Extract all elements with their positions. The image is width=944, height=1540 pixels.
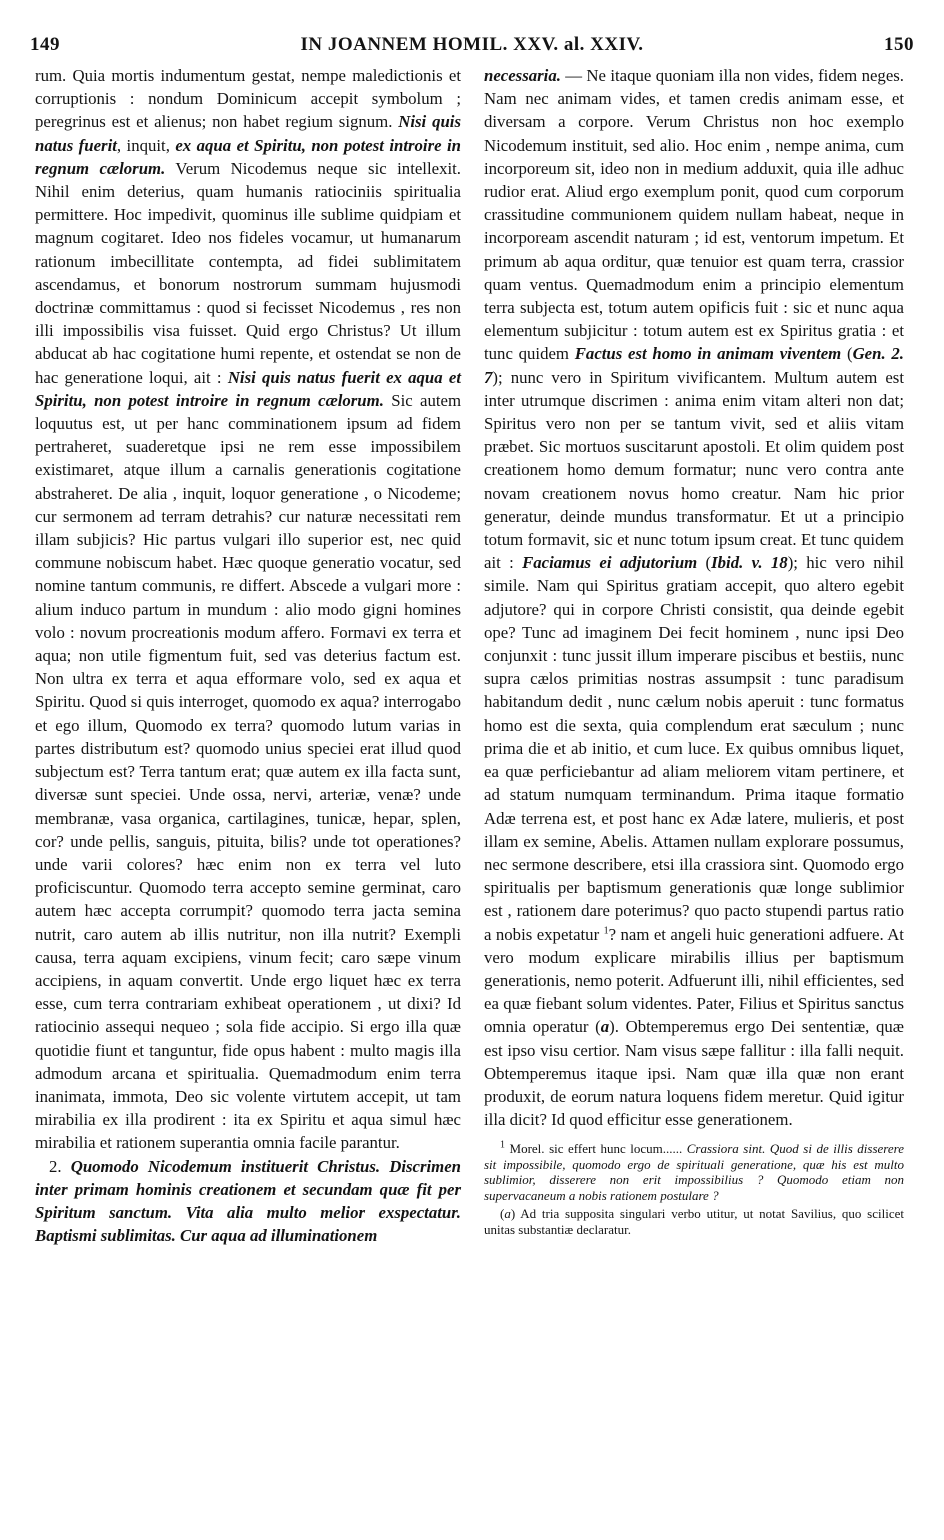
- running-head: [30, 34, 914, 64]
- footnote-a: (a) Ad tria supposita singulari verbo utitur, ut notat Savilius, quo scilicet unitas substantiæ declaratur.: [484, 1206, 904, 1237]
- page-number-left: 149: [30, 34, 60, 55]
- italic-run: a: [600, 1017, 610, 1037]
- italic-run: necessaria.: [484, 66, 561, 85]
- footnotes: [484, 1141, 904, 1237]
- running-title: IN JOANNEM HOMIL. XXV. al. XXIV.: [300, 34, 644, 55]
- footnote-ref: 1: [500, 1140, 505, 1152]
- italic-run: Faciamus ei adjutorium: [522, 553, 698, 573]
- italic-run: Gen. 2. 7: [484, 344, 904, 387]
- italic-run: ex aqua et Spiritu, non potest introire in regnum cælorum.: [35, 135, 462, 178]
- italic-run: Nisi quis natus fuerit: [35, 112, 461, 155]
- left-column: [35, 64, 461, 1247]
- italic-run: Nisi quis natus fuerit ex aqua et Spiritu, non potest introire in regnum cælorum.: [35, 367, 461, 410]
- footnote-1: $^1$ Morel. sic effert hunc locum...... Crassiora sint. Quod si de illis disserere sit impossibile, quomodo ergo de spirituali generatione, quæ his est multo sublimior, disserere non erit impossibilius ? Quomodo etiam non supervacaneum a nobis rationem postulare ?: [484, 1140, 904, 1203]
- italic-run: Ibid. v. 18: [711, 553, 788, 573]
- footnote-ref: 1: [603, 924, 609, 936]
- italic-run: Factus est homo in animam viventem: [574, 344, 842, 364]
- italic-run: Quomodo Nicodemum instituerit Christus. Discrimen inter primam hominis creationem et secundam quæ fit per Spiritum sanctum. Vita alia multo melior exspectatur. Baptismi sublimitas. Cur aqua ad illuminationem: [35, 1156, 462, 1246]
- right-column: [484, 64, 904, 1240]
- right-paragraph-1: necessaria. — Ne itaque quoniam illa non vides, fidem neges. Nam nec animam vides, et tamen credis animam esse, et diversam a corpore. Verum Christus non hoc exemplo Nicodemum instituit, sed alio. Hoc enim , nempe anima, cum incorporeum sit, ideo non in medium adduxit, quia ille adhuc rudior erat. Aliud ergo exemplum ponit, quod cum corporum crassitudine communionem quidem nullam habeat, neque in incorpoream ascendit naturam ; id est, ventorum impetum. Et primum ab aqua orditur, quæ tenuior est quam terra, crassior quam ventus. Quemadmodum enim a principio elementum terra subjecta est, totum autem opificis fuit : sic et nunc aqua elementum subjicitur : totum autem est ex Spiritus gratia : et tunc quidem Factus est homo in animam viventem (Gen. 2. 7); nunc vero in Spiritum vivificantem. Multum autem est inter utrumque discrimen : anima enim vitam alteri non dat; Spiritus vero non per se tantum vivit, sed et aliis vitam præbet. Sic mortuos suscitarunt apostoli. Et olim quidem post creationem homo demum formatur; nunc vero contra ante novam creationem novus homo creatur. Nam hic prior generatur, deinde mundus transformatur. Et ut a principio totum formavit, sic et nunc totum ipsum creat. Et tunc quidem ait : Faciamus ei adjutorium (Ibid. v. 18); hic vero nihil simile. Nam qui Spiritus gratiam accepit, quo altero egebit adjutore? qui in corpore Christi consistit, qua deinde egebit ope? Tunc ad imaginem Dei fecit hominem , nunc ipsi Deo conjunxit : tunc jussit illum imperare piscibus et bestiis, nunc supra cælos primitias nostras assumpsit : tunc paradisum habitandum dedit , nunc cælum nobis aperuit : tunc formatus homo est die sexta, quia complendum erat sæculum ; nunc prima die et ab initio, et cum luce. Ex quibus omnibus liquet, ea quæ perficiebantur ad aliam meliorem vitam pertinere, et ad statum numquam terminandum. Prima itaque formatio Adæ terrena est, et post hanc ex Adæ latere, mulieris, et post illam ex semine, Abelis. Attamen nullam explorare possumus, nec sermone describere, etsi illa crassiora sint. Quomodo ergo spiritualis per baptismum generationis quæ longe sublimior est , rationem dare poterimus? quo pacto stupendi partus ratio a nobis expetatur $^1$? nam et angeli huic generationi adfuere. At vero modum explicare mirabilis illius per baptismum generationis, nemo poterit. Adfuerunt illi, nihil efficientes, sed ea quæ fiebant solum videntes. Pater, Filius et Spiritus sanctus omnia operatur (a). Obtemperemus ergo Dei sententiæ, quæ est ipso visu certior. Nam visus sæpe fallitur : illa falli nequit. Obtemperemus itaque ipsi. Nam quæ illa quæ non erant produxit, de eorum natura loquens fidem meretur. Quid igitur illa dicit? Id quod efficitur esse generationem.: [484, 66, 904, 1130]
- page-number-right: 150: [884, 34, 914, 55]
- italic-run: Crassiora sint. Quod si de illis disserere sit impossibile, quomodo ergo de spirituali generatione, quæ his est multo sublimior, disserere non erit impossibilius ? Quomodo etiam non supervacaneum a nobis rationem postulare ?: [484, 1141, 904, 1203]
- left-paragraph-1: rum. Quia mortis indumentum gestat, nempe maledictionis et corruptionis : nondum Dominicum accepit symbolum ; peregrinus est et alienus; non habet regium signum. Nisi quis natus fuerit, inquit, ex aqua et Spiritu, non potest introire in regnum cælorum. Verum Nicodemus neque sic intellexit. Nihil enim deterius, quam humanis ratiociniis spiritualia permittere. Hoc impedivit, quominus ille sublime quidpiam et magnum cogitaret. Ideo nos fideles vocamur, ut humanarum rationum imbecillitate contempta, ad fidei sublimitatem ascendamus, et bonorum nostrorum summam hujusmodi doctrinæ committamus : quod si fecisset Nicodemus , res non illi impossibilis visa fuisset. Quid ergo Christus? Ut illum abducat ab hac cogitatione humi repente, et ostendat se non de hac generatione loqui, ait : Nisi quis natus fuerit ex aqua et Spiritu, non potest introire in regnum cælorum. Sic autem loquutus est, ut per hanc comminationem ipsum ad fidem pertraheret, suaderetque ipsi ne rem esse impossibilem existimaret, atque illum a carnalis generationis cogitatione abstraheret. De alia , inquit, loquor generatione , o Nicodeme; cur sermonem ad terram detrahis? cur naturæ necessitati rem illam subjicis? Hic partus vulgari illo superior est, nec quid commune nobiscum habet. Hæc quoque generatio vocatur, sed nomine tantum communis, re differt. Abscede a vulgari more : alium induco partum in mundum : alio modo gigni homines volo : novum procreationis modum affero. Formavi ex terra et aqua; non utile figmentum fuit, sed vas deterius factum est. Non ultra ex terra et aqua efformare volo, sed ex aqua et Spiritu. Quod si quis interroget, quomodo ex aqua? interrogabo et ego illum, Quomodo ex terra? quomodo lutum varias in partes distributum est? quomodo unius speciei erat illud quod subjectum est? Terra tantum erat; quæ autem ex illa facta sunt, diversæ sunt speciei. Unde ossa, nervi, arteriæ, venæ? unde membranæ, vasa organica, cartilagines, tunicæ, hepar, splen, cor? unde pellis, sanguis, pituita, bilis? unde tot operationes? unde varii colores? hæc enim non ex terra vel luto proficiscuntur. Quomodo terra accepto semine germinat, caro autem hæc accepta corrumpit? quomodo terra jacta semina nutrit, caro autem ab illis nutritur, non illa nutrit? Exempli causa, terra aquam excipiens, vinum fecit; caro sæpe vinum accipiens, in aquam convertit. Unde ergo liquet hæc ex terra esse, cum terra contrariam exhibeat operationem , ut dixi? Id ratiocinio assequi nequeo ; sola fide accipio. Si ergo illa quæ quotidie fiunt et tanguntur, fide opus habent : multo magis illa admodum arcana et spiritualia. Quemadmodum enim terra inanimata, immota, Deo sic volente virtutem accepit, ut tam mirabilia ex illa prodirent : ita ex Spiritu et aqua simul hæc mirabilia et rationem superantia omnia facile parantur.: [35, 66, 462, 1153]
- left-paragraph-2-heading: 2. Quomodo Nicodemum instituerit Christus. Discrimen inter primam hominis creationem et secundam quæ fit per Spiritum sanctum. Vita alia multo melior exspectatur. Baptismi sublimitas. Cur aqua ad illuminationem: [35, 1156, 462, 1246]
- italic-run: a: [504, 1206, 511, 1222]
